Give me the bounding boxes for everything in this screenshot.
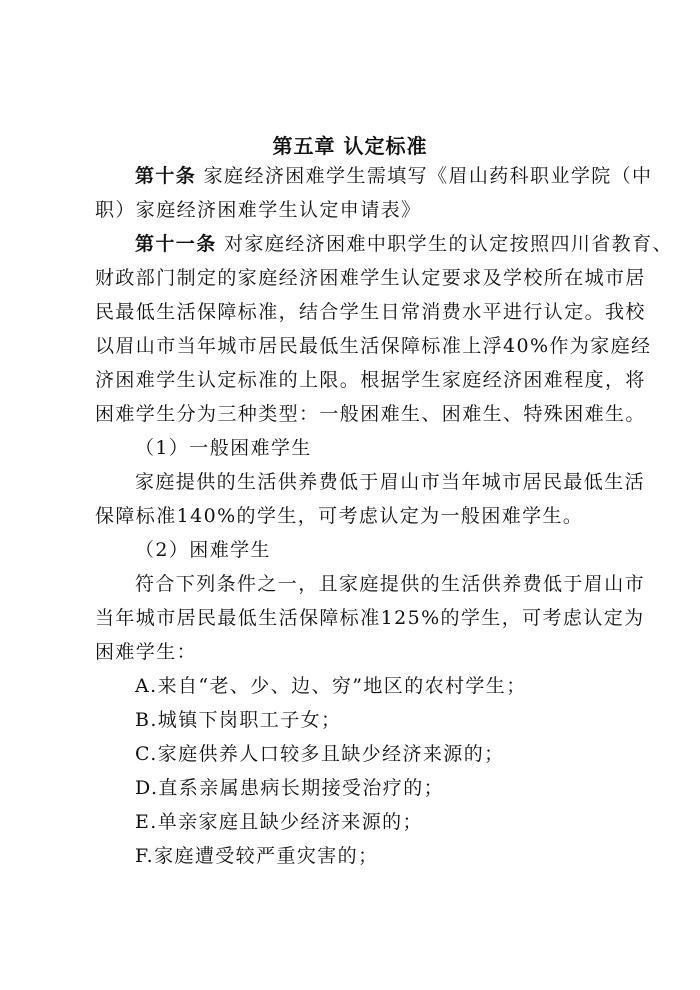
article-11-line-5: 济困难学生认定标准的上限。根据学生家庭经济困难程度，将 xyxy=(95,369,646,391)
type-2-line-3: 困难学生： xyxy=(95,641,198,663)
condition-item: C.家庭供养人口较多且缺少经济来源的； xyxy=(135,743,505,765)
article-11-line-1 xyxy=(135,231,700,257)
type-2-line-2: 当年城市居民最低生活保障标准125%的学生，可考虑认定为 xyxy=(95,607,645,629)
type-1-line-2: 保障标准140%的学生，可考虑认定为一般困难学生。 xyxy=(95,505,584,527)
condition-item: D.直系亲属患病长期接受治疗的； xyxy=(135,777,444,799)
condition-item: F.家庭遭受较严重灾害的； xyxy=(135,845,379,867)
article-10-line-1 xyxy=(135,163,700,189)
article-10-label: 第十条 xyxy=(135,165,197,187)
article-11-line-6: 困难学生分为三种类型：一般困难生、困难生、特殊困难生。 xyxy=(95,403,646,425)
article-11-line-2: 财政部门制定的家庭经济困难学生认定要求及学校所在城市居 xyxy=(95,267,646,289)
chapter-title: 第五章 认定标准 xyxy=(272,134,428,158)
article-11-text-1: 对家庭经济困难中职学生的认定按照四川省教育、 xyxy=(224,233,673,255)
article-11-line-3: 民最低生活保障标准，结合学生日常消费水平进行认定。我校 xyxy=(95,301,646,323)
article-10-line-2: 职）家庭经济困难学生认定申请表》 xyxy=(95,199,422,221)
type-1-line-1: 家庭提供的生活供养费低于眉山市当年城市居民最低生活 xyxy=(135,471,646,493)
type-2-line-1: 符合下列条件之一，且家庭提供的生活供养费低于眉山市 xyxy=(135,573,646,595)
condition-item: A.来自“老、少、边、穷”地区的农村学生； xyxy=(135,675,527,697)
condition-item: B.城镇下岗职工子女； xyxy=(135,709,342,731)
condition-item: E.单亲家庭且缺少经济来源的； xyxy=(135,811,423,833)
article-10-text-1: 家庭经济困难学生需填写《眉山药科职业学院（中 xyxy=(203,165,653,187)
type-2-heading: （2）困难学生 xyxy=(135,539,271,561)
article-11-line-4: 以眉山市当年城市居民最低生活保障标准上浮40%作为家庭经 xyxy=(95,335,652,357)
article-11-label: 第十一条 xyxy=(135,233,217,255)
type-1-heading: （1）一般困难学生 xyxy=(135,437,312,459)
